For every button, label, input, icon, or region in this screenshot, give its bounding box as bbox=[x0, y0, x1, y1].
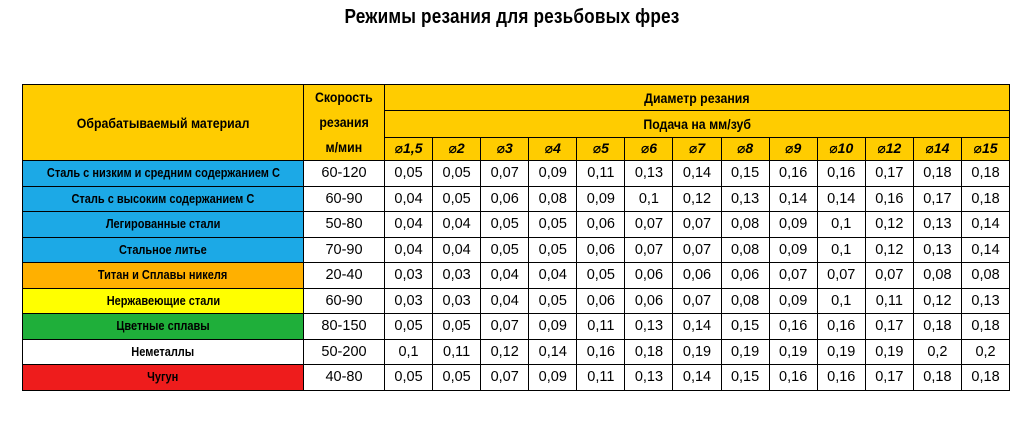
feed-value-cell: 0,05 bbox=[481, 237, 529, 263]
feed-value-cell: 0,06 bbox=[577, 212, 625, 238]
feed-value-cell: 0,04 bbox=[433, 212, 481, 238]
feed-value-cell: 0,05 bbox=[577, 263, 625, 289]
feed-value-cell: 0,05 bbox=[433, 314, 481, 340]
feed-value-cell: 0,05 bbox=[529, 212, 577, 238]
table-row bbox=[23, 161, 1010, 187]
diameter-label: ⌀12 bbox=[865, 137, 913, 160]
feed-value-cell: 0,13 bbox=[721, 186, 769, 212]
diameter-label: ⌀7 bbox=[673, 137, 721, 160]
feed-value-cell: 0,1 bbox=[385, 339, 433, 365]
material-cell: Легированные стали bbox=[23, 212, 304, 238]
feed-value-cell: 0,19 bbox=[769, 339, 817, 365]
diameter-label: ⌀15 bbox=[961, 137, 1009, 160]
feed-value-cell: 0,19 bbox=[865, 339, 913, 365]
feed-value-cell: 0,13 bbox=[625, 161, 673, 187]
feed-value-cell: 0,14 bbox=[673, 161, 721, 187]
feed-value-cell: 0,07 bbox=[865, 263, 913, 289]
feed-value-cell: 0,14 bbox=[673, 314, 721, 340]
speed-cell: 20-40 bbox=[304, 263, 385, 289]
feed-value-cell: 0,04 bbox=[385, 212, 433, 238]
feed-value-cell: 0,18 bbox=[961, 365, 1009, 391]
feed-value-cell: 0,05 bbox=[433, 365, 481, 391]
material-cell: Стальное литье bbox=[23, 237, 304, 263]
table-row bbox=[23, 186, 1010, 212]
feed-value-cell: 0,07 bbox=[817, 263, 865, 289]
table-row bbox=[23, 288, 1010, 314]
feed-value-cell: 0,13 bbox=[913, 212, 961, 238]
speed-cell: 40-80 bbox=[304, 365, 385, 391]
feed-value-cell: 0,07 bbox=[673, 288, 721, 314]
material-cell: Цветные сплавы bbox=[23, 314, 304, 340]
feed-value-cell: 0,05 bbox=[385, 161, 433, 187]
feed-value-cell: 0,06 bbox=[625, 288, 673, 314]
feed-value-cell: 0,08 bbox=[961, 263, 1009, 289]
speed-cell: 60-90 bbox=[304, 186, 385, 212]
feed-value-cell: 0,09 bbox=[529, 365, 577, 391]
speed-cell: 80-150 bbox=[304, 314, 385, 340]
feed-value-cell: 0,09 bbox=[529, 314, 577, 340]
feed-value-cell: 0,19 bbox=[673, 339, 721, 365]
feed-value-cell: 0,05 bbox=[433, 161, 481, 187]
feed-value-cell: 0,17 bbox=[913, 186, 961, 212]
speed-column-header: Скорость резания м/мин bbox=[304, 85, 385, 161]
material-cell: Сталь с низким и средним содержанием С bbox=[23, 161, 304, 187]
material-cell: Титан и Сплавы никеля bbox=[23, 263, 304, 289]
diameter-label: ⌀1,5 bbox=[385, 137, 433, 160]
feed-value-cell: 0,04 bbox=[529, 263, 577, 289]
page-title: Режимы резания для резьбовых фрез bbox=[344, 6, 680, 28]
feed-value-cell: 0,09 bbox=[769, 288, 817, 314]
feed-value-cell: 0,14 bbox=[961, 237, 1009, 263]
table-row bbox=[23, 237, 1010, 263]
feed-value-cell: 0,05 bbox=[529, 237, 577, 263]
feed-value-cell: 0,13 bbox=[625, 314, 673, 340]
feed-value-cell: 0,17 bbox=[865, 365, 913, 391]
speed-cell: 60-90 bbox=[304, 288, 385, 314]
table-row bbox=[23, 314, 1010, 340]
feed-value-cell: 0,04 bbox=[481, 288, 529, 314]
feed-value-cell: 0,18 bbox=[625, 339, 673, 365]
feed-value-cell: 0,18 bbox=[913, 314, 961, 340]
feed-value-cell: 0,04 bbox=[433, 237, 481, 263]
diameter-label: ⌀4 bbox=[529, 137, 577, 160]
feed-value-cell: 0,2 bbox=[961, 339, 1009, 365]
feed-value-cell: 0,07 bbox=[673, 237, 721, 263]
feed-value-cell: 0,16 bbox=[577, 339, 625, 365]
feed-value-cell: 0,16 bbox=[769, 365, 817, 391]
feed-header: Подача на мм/зуб bbox=[385, 111, 1010, 137]
feed-value-cell: 0,14 bbox=[673, 365, 721, 391]
feed-value-cell: 0,08 bbox=[721, 237, 769, 263]
feed-value-cell: 0,2 bbox=[913, 339, 961, 365]
cutting-modes-table bbox=[22, 84, 1010, 391]
feed-value-cell: 0,07 bbox=[769, 263, 817, 289]
feed-value-cell: 0,11 bbox=[577, 161, 625, 187]
feed-value-cell: 0,16 bbox=[769, 161, 817, 187]
feed-value-cell: 0,04 bbox=[385, 186, 433, 212]
feed-value-cell: 0,07 bbox=[481, 161, 529, 187]
diameter-label: ⌀6 bbox=[625, 137, 673, 160]
feed-value-cell: 0,08 bbox=[529, 186, 577, 212]
feed-value-cell: 0,11 bbox=[433, 339, 481, 365]
feed-value-cell: 0,07 bbox=[481, 314, 529, 340]
material-cell: Чугун bbox=[23, 365, 304, 391]
feed-value-cell: 0,19 bbox=[721, 339, 769, 365]
diameter-label: ⌀5 bbox=[577, 137, 625, 160]
feed-value-cell: 0,14 bbox=[529, 339, 577, 365]
feed-value-cell: 0,04 bbox=[481, 263, 529, 289]
feed-value-cell: 0,12 bbox=[865, 212, 913, 238]
feed-value-cell: 0,13 bbox=[961, 288, 1009, 314]
feed-value-cell: 0,11 bbox=[865, 288, 913, 314]
feed-value-cell: 0,05 bbox=[529, 288, 577, 314]
feed-value-cell: 0,06 bbox=[577, 288, 625, 314]
material-cell: Неметаллы bbox=[23, 339, 304, 365]
feed-value-cell: 0,06 bbox=[625, 263, 673, 289]
feed-value-cell: 0,05 bbox=[433, 186, 481, 212]
feed-value-cell: 0,18 bbox=[961, 186, 1009, 212]
diameter-label: ⌀8 bbox=[721, 137, 769, 160]
feed-value-cell: 0,07 bbox=[673, 212, 721, 238]
feed-value-cell: 0,18 bbox=[961, 314, 1009, 340]
diameter-label: ⌀14 bbox=[913, 137, 961, 160]
feed-value-cell: 0,09 bbox=[529, 161, 577, 187]
diameter-label: ⌀10 bbox=[817, 137, 865, 160]
feed-value-cell: 0,06 bbox=[721, 263, 769, 289]
feed-value-cell: 0,1 bbox=[817, 212, 865, 238]
feed-value-cell: 0,15 bbox=[721, 161, 769, 187]
diameter-label: ⌀3 bbox=[481, 137, 529, 160]
feed-value-cell: 0,12 bbox=[673, 186, 721, 212]
feed-value-cell: 0,17 bbox=[865, 161, 913, 187]
feed-value-cell: 0,05 bbox=[481, 212, 529, 238]
material-column-header: Обрабатываемый материал bbox=[23, 85, 304, 161]
feed-value-cell: 0,09 bbox=[769, 212, 817, 238]
feed-value-cell: 0,03 bbox=[385, 263, 433, 289]
feed-value-cell: 0,13 bbox=[625, 365, 673, 391]
feed-value-cell: 0,16 bbox=[817, 365, 865, 391]
feed-value-cell: 0,03 bbox=[433, 263, 481, 289]
feed-value-cell: 0,06 bbox=[481, 186, 529, 212]
feed-value-cell: 0,1 bbox=[817, 237, 865, 263]
table-row bbox=[23, 339, 1010, 365]
feed-value-cell: 0,03 bbox=[385, 288, 433, 314]
feed-value-cell: 0,12 bbox=[913, 288, 961, 314]
feed-value-cell: 0,06 bbox=[673, 263, 721, 289]
feed-value-cell: 0,04 bbox=[385, 237, 433, 263]
feed-value-cell: 0,12 bbox=[865, 237, 913, 263]
feed-value-cell: 0,16 bbox=[865, 186, 913, 212]
feed-value-cell: 0,07 bbox=[625, 212, 673, 238]
feed-value-cell: 0,09 bbox=[577, 186, 625, 212]
feed-value-cell: 0,07 bbox=[625, 237, 673, 263]
feed-value-cell: 0,08 bbox=[721, 212, 769, 238]
feed-value-cell: 0,1 bbox=[817, 288, 865, 314]
feed-value-cell: 0,12 bbox=[481, 339, 529, 365]
feed-value-cell: 0,16 bbox=[769, 314, 817, 340]
feed-value-cell: 0,15 bbox=[721, 365, 769, 391]
diameter-label: ⌀9 bbox=[769, 137, 817, 160]
feed-value-cell: 0,19 bbox=[817, 339, 865, 365]
feed-value-cell: 0,16 bbox=[817, 314, 865, 340]
material-cell: Нержавеющие стали bbox=[23, 288, 304, 314]
feed-value-cell: 0,13 bbox=[913, 237, 961, 263]
feed-value-cell: 0,07 bbox=[481, 365, 529, 391]
speed-cell: 70-90 bbox=[304, 237, 385, 263]
speed-cell: 60-120 bbox=[304, 161, 385, 187]
feed-value-cell: 0,1 bbox=[625, 186, 673, 212]
feed-value-cell: 0,16 bbox=[817, 161, 865, 187]
feed-value-cell: 0,08 bbox=[913, 263, 961, 289]
feed-value-cell: 0,18 bbox=[961, 161, 1009, 187]
feed-value-cell: 0,18 bbox=[913, 365, 961, 391]
speed-cell: 50-200 bbox=[304, 339, 385, 365]
feed-value-cell: 0,14 bbox=[769, 186, 817, 212]
feed-value-cell: 0,18 bbox=[913, 161, 961, 187]
speed-cell: 50-80 bbox=[304, 212, 385, 238]
feed-value-cell: 0,15 bbox=[721, 314, 769, 340]
feed-value-cell: 0,11 bbox=[577, 365, 625, 391]
feed-value-cell: 0,05 bbox=[385, 314, 433, 340]
feed-value-cell: 0,03 bbox=[433, 288, 481, 314]
feed-value-cell: 0,14 bbox=[961, 212, 1009, 238]
diameter-header: Диаметр резания bbox=[385, 85, 1010, 111]
table-row bbox=[23, 212, 1010, 238]
diameter-label: ⌀2 bbox=[433, 137, 481, 160]
feed-value-cell: 0,05 bbox=[385, 365, 433, 391]
feed-value-cell: 0,09 bbox=[769, 237, 817, 263]
table-row bbox=[23, 263, 1010, 289]
feed-value-cell: 0,17 bbox=[865, 314, 913, 340]
feed-value-cell: 0,06 bbox=[577, 237, 625, 263]
table-row bbox=[23, 365, 1010, 391]
feed-value-cell: 0,14 bbox=[817, 186, 865, 212]
feed-value-cell: 0,11 bbox=[577, 314, 625, 340]
table-body bbox=[23, 161, 1010, 391]
feed-value-cell: 0,08 bbox=[721, 288, 769, 314]
material-cell: Сталь с высоким содержанием С bbox=[23, 186, 304, 212]
table-header bbox=[23, 85, 1010, 161]
